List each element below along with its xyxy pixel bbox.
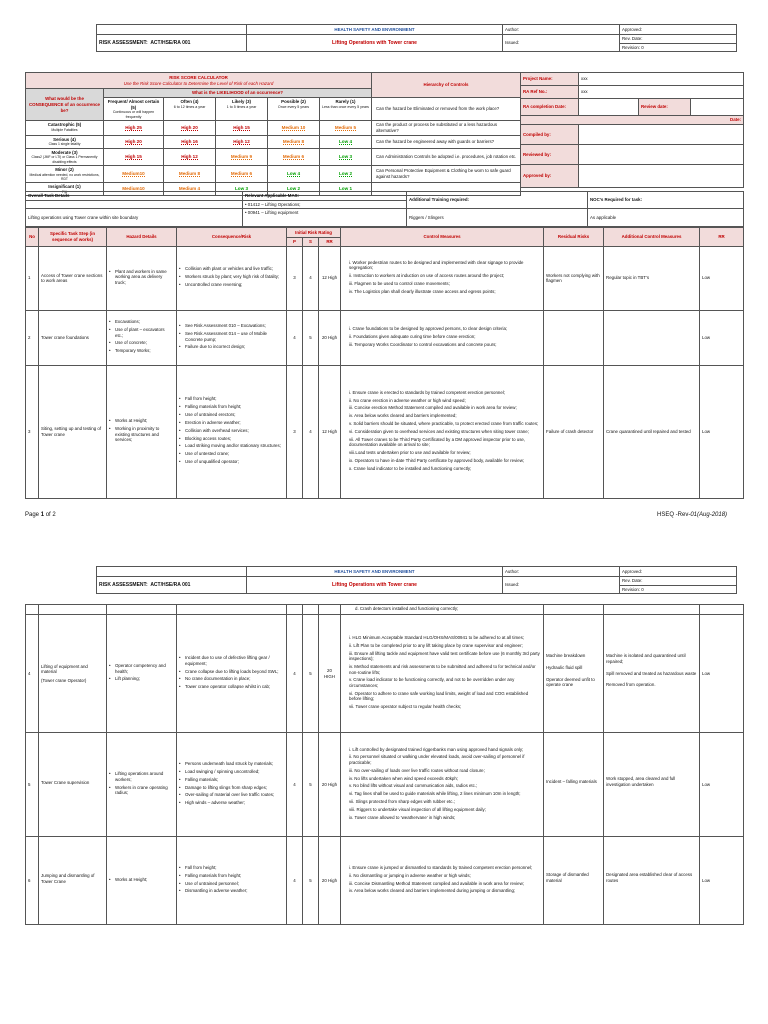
table-row [26, 733, 744, 837]
control-measures [341, 733, 544, 837]
col-p: P [287, 238, 303, 247]
table-row [26, 615, 744, 733]
final-rr: Low [700, 615, 744, 733]
additional-control: Crane quarantined until repaired and tested [604, 365, 700, 498]
list-item: • Lift planning; [109, 676, 174, 682]
risk-score-cell: Medium 9 [216, 148, 268, 165]
risk-score-cell: High 12 [216, 135, 268, 148]
list-item: iv. No lifts undertaken when wind speed exceeds 40kph; [349, 775, 459, 781]
control-measures [341, 365, 544, 498]
risk-score-cell: Low 4 [320, 135, 372, 148]
list-item: iv. Area below works cleared and barriers implemented; [349, 413, 457, 419]
consequence-list [177, 310, 287, 365]
list-item: • Operator competency and health; [109, 663, 174, 674]
risk-score-cell: Medium 4 [164, 183, 216, 196]
p-score: 4 [287, 837, 303, 925]
list-item: • Uncontrolled crane reversing; [179, 282, 284, 288]
list-item: • Falling materials from height; [179, 404, 284, 410]
training-label: Additional Training required: [407, 192, 588, 209]
hazard-details [107, 837, 177, 925]
consequence-row: Catastrophic (5) Multiple Fatalities [26, 121, 104, 135]
s-score: 4 [303, 365, 319, 498]
risk-score-cell: Low 4 [268, 165, 320, 182]
list-item: • Use of untested crane; [179, 451, 284, 457]
residual-risk: Workers not complying with flagmen [544, 246, 604, 310]
risk-score-calculator [25, 72, 521, 196]
list-item: i. Lift controlled by designated trained riggerbanks man using approved hand signals only; [349, 746, 524, 752]
consequence-list [177, 365, 287, 498]
issued-field-p2: Issued: [503, 577, 620, 594]
table-row [26, 837, 744, 925]
list-item: • Persons underneath load struck by materials; [179, 761, 284, 767]
risk-score-cell: Medium 5 [320, 121, 372, 135]
list-item: • Load swinging / spinning uncontrolled; [179, 769, 284, 775]
list-item: v. Crane load indicator to be functioning correctly, and not to be overridden under any circumstances; [349, 677, 515, 689]
task-details [25, 191, 744, 227]
row-number: 6 [26, 837, 39, 925]
likelihood-col-often: Often (4) 6 to 12 times a year [164, 97, 216, 120]
rr-score: 20 High [319, 837, 341, 925]
list-item: i. Ensure crane is jumped or dismantled to standards by trained competent erection personnel; [349, 864, 533, 870]
list-item: • Works at Height; [109, 418, 174, 424]
list-item: vi. Operator to adhere to crane safe working load limits, weight of load and COG established before lifting; [349, 690, 529, 702]
list-item: • No crane documentation in place; [179, 676, 284, 682]
list-item: • Fall from height; [179, 865, 284, 871]
task-step: Tower crane foundations [39, 310, 107, 365]
document-title: Lifting Operations with Tower crane [247, 35, 503, 52]
likelihood-question: What is the LIKELIHOOD of an occurrence? [104, 89, 372, 98]
list-item: vii. Tower crane operator subject to regular health checks; [349, 704, 462, 710]
control-measures [341, 246, 544, 310]
risk-score-cell: Medium10 [104, 165, 164, 182]
table-row [26, 246, 744, 310]
additional-control: Regular topic in TBT’s [604, 246, 700, 310]
risk-score-cell: Low 3 [216, 183, 268, 196]
list-item: • See Risk Assessment 010 – Excavations; [179, 323, 284, 329]
list-item: • Collision with overhead services; [179, 428, 284, 434]
hierarchy-eliminate: Can the hazard be Eliminated or removed from the work place? [372, 97, 521, 120]
ra-ref-value: xxx [579, 86, 744, 99]
s-score: 5 [303, 733, 319, 837]
approved-by-label: Approved by: [521, 165, 579, 188]
overall-task-label: Overall Task Details [26, 192, 243, 201]
likelihood-col-possible: Possible (2) Once every 5 years [268, 97, 320, 120]
list-item: i. HLG Minimum Acceptable Standard HLG/OHS/MAS/00941 to be adhered to at all times; [349, 634, 524, 640]
document-title-p2: Lifting Operations with Tower crane [247, 577, 503, 594]
list-item: iii. Ensure all lifting tackle and equipment have valid test certificate before use (6 monthly 3rd party inspections); [349, 650, 540, 662]
list-item: v. No blind lifts without visual and communication aids, radios etc.; [349, 783, 478, 789]
risk-score-cell: Medium 8 [268, 135, 320, 148]
col-rr-final: RR [700, 228, 744, 247]
additional-control: Machine is isolated and quarantined until repaired; Spill removed and treated as hazardous waste Removed from operation. [604, 615, 700, 733]
project-name-label: Project Name: [521, 73, 579, 86]
rev-date-field-p2: Rev. Date: [620, 577, 737, 586]
list-item: • Workers in crane operating radius; [109, 785, 174, 796]
list-item: ii. Foundations given adequate curing time before crane erection; [349, 333, 476, 339]
page1-hazard-table [25, 227, 744, 499]
list-item: • See Risk Assessment 014 – use of Mobile Concrete pump; [179, 331, 284, 342]
residual-risk [544, 310, 604, 365]
table-row [26, 365, 744, 498]
mas-label: Relevant Applicable MAS: [243, 192, 407, 201]
review-date-label: Review date: [639, 99, 691, 116]
list-item: ii. Instruction to workers at induction on use of access routes around the project; [349, 273, 505, 279]
col-step: Specific Task Step (in sequence of works) [39, 228, 107, 247]
col-consequence: Consequence/Risk [177, 228, 287, 247]
consequence-question: What would be the CONSEQUENCE of an occurrence be? [26, 89, 104, 121]
residual-risk: Incident – falling materials [544, 733, 604, 837]
calculator-title: RISK SCORE CALCULATOR Use the Risk Score Calculator to Determine the Level of Risk of each Hazard [26, 73, 372, 89]
list-item: • Workers struck by plant; very high risk of fatality; [179, 274, 284, 280]
revision-field: Revision: 0 [620, 43, 737, 52]
col-initial-risk: Initial Risk Rating [287, 228, 341, 238]
list-item: • Use of untrained personnel; [179, 881, 284, 887]
list-item: • Use of plant – excavators etc.; [109, 327, 174, 338]
rev-date-field: Rev. Date: [620, 35, 737, 44]
list-item: • High winds – adverse weather; [179, 800, 284, 806]
list-item: iii. Concise erection Method Statement compiled and available in work area for review; [349, 405, 517, 411]
risk-score-cell: High 16 [164, 135, 216, 148]
consequence-list [177, 733, 287, 837]
residual-risk: Storage of dismantled material [544, 837, 604, 925]
list-item: • Over-sailing of material over live traffic routes; [179, 792, 284, 798]
list-item: ix. Tower crane allowed to ‘weathervane’ in high winds; [349, 814, 456, 820]
consequence-list [177, 837, 287, 925]
list-item: • Use of unqualified operator; [179, 459, 284, 465]
mas-item-2: • 00941 – Lifting equipment [243, 209, 407, 227]
risk-score-cell: Medium10 [104, 183, 164, 196]
p-score: 3 [287, 246, 303, 310]
row-number: 4 [26, 615, 39, 733]
list-item: • Falling materials; [179, 777, 284, 783]
s-score: 5 [303, 310, 319, 365]
hierarchy-title: Hierarchy of Controls [372, 73, 521, 98]
residual-risk: Machine breakdown Hydraulic fluid spill Operator deemed unfit to operate crane [544, 615, 604, 733]
hierarchy-item: Can Personal Protective Equipment & Clothing be worn to safe guard against hazards? [372, 165, 521, 182]
table-row [26, 310, 744, 365]
row-number: 5 [26, 733, 39, 837]
reviewed-by-label: Reviewed by: [521, 145, 579, 165]
mas-item-1: • 01412 – Lifting Operations; [243, 200, 407, 209]
list-item: vii. Slings protected from sharp edges with rubber etc.; [349, 799, 455, 805]
risk-score-cell: High 20 [104, 135, 164, 148]
page2-hazard-table [25, 604, 744, 925]
list-item: • Plant and workers in same working area as delivery truck; [109, 269, 174, 286]
consequence-row: Moderate (3) Class2 (JMF or LTI) or Class 1 Permanently disabling effects [26, 148, 104, 165]
risk-score-cell: Medium 6 [268, 148, 320, 165]
risk-score-cell: Low 2 [268, 183, 320, 196]
risk-score-cell: Medium 8 [164, 165, 216, 182]
consequence-row: Serious (4) Class 1 single fatality [26, 135, 104, 148]
project-name-value: xxx [579, 73, 744, 86]
risk-score-cell: High 25 [104, 121, 164, 135]
s-score: 5 [303, 837, 319, 925]
page1-header [96, 24, 737, 52]
overall-task-value: Lifting operations using Tower crane within site boundary [26, 209, 243, 227]
page-number: Page 1 of 2 [25, 512, 56, 518]
list-item: vi. Tag lines shall be used to guide materials while lifting, 2 lines minimum 10m in length; [349, 791, 521, 797]
hazard-details [107, 310, 177, 365]
residual-risk: Failure of crash detector [544, 365, 604, 498]
list-item: • Falling materials from height; [179, 873, 284, 879]
task-step: Lifting of equipment and material (Tower crane Operator) [39, 615, 107, 733]
risk-score-cell: High 12 [164, 148, 216, 165]
list-item: iii. No over-sailing of loads over live traffic routes without road closure; [349, 767, 485, 773]
list-item: iv. Area below works cleared and barriers implemented during jumping or dismantling; [349, 888, 516, 894]
list-item: • Use of untrained erectors; [179, 412, 284, 418]
ra-code-p2: RISK ASSESSMENT: ACT/HSE/RA 001 [97, 577, 247, 594]
task-step: Siting, setting up and testing of Tower crane [39, 365, 107, 498]
hazard-details [107, 615, 177, 733]
list-item: • Temporary Works; [109, 348, 174, 354]
risk-score-cell: Low 2 [320, 165, 372, 182]
list-item: ix. Operators to have in-date Third Party certificate by approved body, available for review; [349, 457, 525, 463]
rr-score: 12 High [319, 246, 341, 310]
task-step: Access of Tower crane sections to work areas [39, 246, 107, 310]
additional-control [604, 310, 700, 365]
risk-score-cell: Medium 10 [268, 121, 320, 135]
consequence-row: Insignificant (1) F/A [26, 183, 104, 196]
list-item: iv. Method statements and risk assessments to be submitted and adhered to for technical and/or non-routine lifts; [349, 663, 536, 675]
list-item: • Load striking moving and/or stationary structures; [179, 443, 284, 449]
list-item: • Blocking access routes; [179, 436, 284, 442]
consequence-row: Minor (2) Medical attention needed, no work restrictions, RDT [26, 165, 104, 182]
task-step: Tower Crane supervision [39, 733, 107, 837]
list-item: ii. No dismantling or jumping in adverse weather or high winds; [349, 872, 471, 878]
list-item: x. Crane load indicator to be installed and functioning correctly; [349, 465, 472, 471]
hierarchy-item: Can the hazard be engineered away with guards or barriers? [372, 135, 521, 148]
final-rr: Low [700, 837, 744, 925]
compiled-by-label: Compiled by: [521, 125, 579, 145]
approved-field-p2: Approved: [620, 567, 737, 577]
list-item: iv. The Logistics plan shall clearly illustrate crane access and egress points; [349, 288, 496, 294]
noc-value: As applicable [588, 209, 744, 227]
likelihood-col-rarely: Rarely (1) Less than once every 5 years [320, 97, 372, 120]
list-item: ii. Lift Plan to be completed prior to any lift taking place by crane supervisor and engineer; [349, 642, 523, 648]
rr-score: 12 High [319, 365, 341, 498]
hazard-details [107, 733, 177, 837]
consequence-list [177, 246, 287, 310]
list-item: viii. Riggers to undertake visual inspection of all lifting equipment daily; [349, 806, 486, 812]
continued-control: d. Crash detectors installed and functioning correctly; [341, 605, 544, 615]
col-additional: Additional Control Measures [604, 228, 700, 247]
list-item: iii. Flagmen to be used to control crane movements; [349, 280, 450, 286]
project-panel [520, 72, 744, 188]
col-s: S [303, 238, 319, 247]
hazard-details [107, 246, 177, 310]
list-item: viii.Load tests undertaken prior to use and available for review; [349, 450, 471, 456]
s-score: 5 [303, 615, 319, 733]
list-item: • Lifting operations around workers; [109, 771, 174, 782]
revision-field-p2: Revision: 0 [620, 585, 737, 594]
list-item: • Collision with plant or vehicles and live traffic; [179, 266, 284, 272]
approved-field: Approved: [620, 25, 737, 35]
list-item: v. Solid barriers should be situated, where practicable, to protect erected crane from traffic routes; [349, 421, 539, 426]
risk-score-cell: Medium 6 [216, 165, 268, 182]
list-item: i. Crane foundations to be designed by approved persons, to clear design criteria; [349, 325, 508, 331]
risk-score-cell: High 15 [104, 148, 164, 165]
p-score: 3 [287, 365, 303, 498]
hierarchy-item: Can the product or process be substituted or a less hazardous alternative? [372, 121, 521, 135]
training-value: Riggers / Slingers [407, 209, 588, 227]
list-item: • Crane collapse due to lifting loads beyond SWL; [179, 669, 284, 675]
hierarchy-item: Can Administration Controls be adopted i.e. procedures, job rotation etc. [372, 148, 521, 165]
final-rr: Low [700, 246, 744, 310]
ra-ref-label: RA Ref No.: [521, 86, 579, 99]
list-item: iii. Concise Dismantling Method Statement compiled and available in work area for review; [349, 880, 524, 886]
list-item: i. Ensure crane is erected to standards by trained competent erection personnel; [349, 389, 505, 395]
issued-field: Issued: [503, 35, 620, 52]
list-item: • Failure due to incorrect design; [179, 344, 284, 350]
rr-score: 20 High [319, 310, 341, 365]
author-field-p2: Author: [503, 567, 620, 577]
list-item: • Fall from height; [179, 396, 284, 402]
rr-score: 20 HIGH [319, 615, 341, 733]
risk-score-cell: High 20 [164, 121, 216, 135]
col-control: Control Measures [341, 228, 544, 247]
task-step: Jumping and dismantling of Tower Crane [39, 837, 107, 925]
risk-score-cell: Low 1 [320, 183, 372, 196]
risk-score-cell: Low 3 [320, 148, 372, 165]
rr-score: 20 High [319, 733, 341, 837]
list-item: • Tower crane operator collapse whilst in cab; [179, 684, 284, 690]
control-measures [341, 615, 544, 733]
row-number: 2 [26, 310, 39, 365]
revision-footer: HSEQ -Rev-01(Aug-2018) [657, 512, 728, 518]
list-item: • Damage to lifting slings from sharp edges; [179, 785, 284, 791]
col-rr: RR [319, 238, 341, 247]
p-score: 4 [287, 615, 303, 733]
control-measures [341, 837, 544, 925]
row-number: 1 [26, 246, 39, 310]
page2-header [96, 566, 737, 594]
p-score: 4 [287, 733, 303, 837]
list-item: iii. Temporary Works Coordinator to control excavations and concrete pours; [349, 341, 497, 347]
list-item: • Working in proximity to existing structures and services; [109, 426, 174, 443]
list-item: • Excavations; [109, 319, 174, 325]
list-item: vi. Consideration given to overhead services and existing structures when siting tower crane; [349, 428, 529, 434]
list-item: i. Worker pedestrian routes to be designed and implemented with clear signage to provide segregation; [349, 259, 524, 271]
col-no: No [26, 228, 39, 247]
final-rr: Low [700, 310, 744, 365]
additional-control: Designated area established clear of access routes [604, 837, 700, 925]
likelihood-col-frequent: Frequent/ Almost certain (5) Continuous or will happen frequently [104, 97, 164, 120]
likelihood-col-likely: Likely (3) 1 to 5 times a year [216, 97, 268, 120]
list-item: ii. No personnel situated or walking under elevated loads, avoid over-sailing of personnel if practicable; [349, 754, 525, 765]
ra-code: RISK ASSESSMENT: ACT/HSE/RA 001 [97, 35, 247, 52]
s-score: 4 [303, 246, 319, 310]
additional-control: Work stopped, area cleared and full investigation undertaken [604, 733, 700, 837]
list-item: • Incident due to use of defective lifting gear / equipment; [179, 655, 284, 666]
org-title: HEALTH SAFETY AND ENVIRONMENT [247, 25, 503, 35]
control-measures [341, 310, 544, 365]
risk-score-cell: High 15 [216, 121, 268, 135]
final-rr: Low [700, 365, 744, 498]
list-item: • Works at Height; [109, 877, 174, 883]
date-label: Date: [521, 116, 744, 125]
p-score: 4 [287, 310, 303, 365]
consequence-list [177, 615, 287, 733]
col-hazard: Hazard Details [107, 228, 177, 247]
org-title-p2: HEALTH SAFETY AND ENVIRONMENT [247, 567, 503, 577]
list-item: vii. All Tower cranes to be Third Party Certificated by a DM approved inspector prior to use, documentation available on arrival to site; [349, 436, 526, 448]
list-item: • Use of concrete; [109, 340, 174, 346]
noc-label: NOC’s Required for task: [588, 192, 744, 209]
ra-completion-label: RA completion Date: [521, 99, 579, 116]
row-number: 3 [26, 365, 39, 498]
list-item: ii. No crane erection in adverse weather or high wind speed; [349, 397, 466, 403]
list-item: • Dismantling in adverse weather; [179, 888, 284, 894]
hazard-details [107, 365, 177, 498]
col-residual: Residual Risks [544, 228, 604, 247]
author-field: Author: [503, 25, 620, 35]
list-item: • Erection in adverse weather; [179, 420, 284, 426]
final-rr: Low [700, 733, 744, 837]
